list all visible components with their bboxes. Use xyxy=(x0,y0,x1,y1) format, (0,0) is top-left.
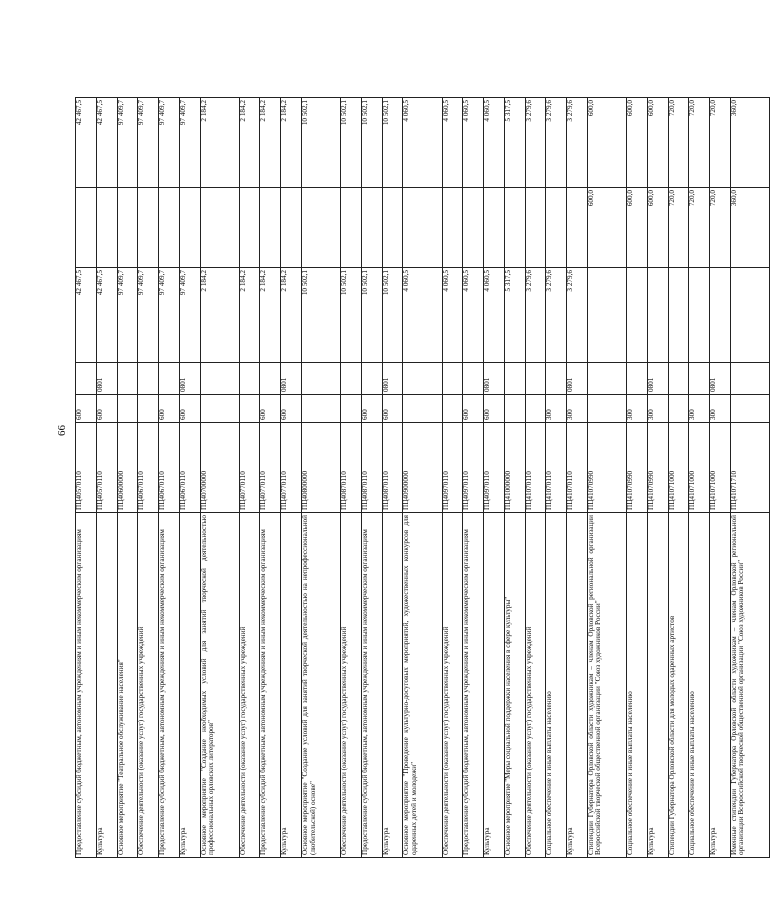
amount-1: 10 502,1 xyxy=(361,268,382,363)
section-code xyxy=(442,363,463,395)
expense-type: 600 xyxy=(260,395,281,423)
expense-type: 300 xyxy=(689,395,710,423)
section-code: 0801 xyxy=(382,363,403,395)
table-row xyxy=(647,98,668,858)
section-code: 0801 xyxy=(647,363,668,395)
amount-3: 720,0 xyxy=(710,98,731,188)
table-row xyxy=(710,98,731,858)
amount-1: 3 279,6 xyxy=(546,268,567,363)
amount-3: 600,0 xyxy=(647,98,668,188)
amount-1: 2 184,2 xyxy=(260,268,281,363)
amount-2: 600,0 xyxy=(587,188,626,268)
section-code xyxy=(504,363,525,395)
row-name: Обеспечение деятельности (оказание услуг) государственных учреждений xyxy=(138,513,159,858)
section-code xyxy=(668,363,689,395)
expense-type xyxy=(525,395,546,423)
target-code: ПЦ40570110 xyxy=(96,423,117,513)
target-code: ПЦ41070110 xyxy=(525,423,546,513)
section-code xyxy=(361,363,382,395)
table-row xyxy=(484,98,505,858)
amount-3: 10 502,1 xyxy=(302,98,341,188)
amount-1: 3 279,6 xyxy=(525,268,546,363)
amount-2 xyxy=(525,188,546,268)
amount-2 xyxy=(179,188,200,268)
amount-1: 42 467,5 xyxy=(76,268,97,363)
expense-type: 600 xyxy=(179,395,200,423)
section-code xyxy=(587,363,626,395)
expense-type: 300 xyxy=(647,395,668,423)
section-code xyxy=(239,363,260,395)
table-row xyxy=(403,98,442,858)
target-code: ПЦ41070990 xyxy=(587,423,626,513)
table-row xyxy=(546,98,567,858)
row-name: Основное мероприятие "Меры социальной поддержки населения в сфере культуры" xyxy=(504,513,525,858)
row-name: Предоставление субсидий бюджетным, автономным учреждениям и иным некоммерческим организациям xyxy=(159,513,180,858)
row-name: Обеспечение деятельности (оказание услуг) государственных учреждений xyxy=(341,513,362,858)
target-code: ПЦ40670110 xyxy=(159,423,180,513)
amount-2: 600,0 xyxy=(626,188,647,268)
expense-type xyxy=(504,395,525,423)
amount-1 xyxy=(587,268,626,363)
table-row xyxy=(179,98,200,858)
table-row xyxy=(76,98,97,858)
table-row xyxy=(587,98,626,858)
row-name: Основное мероприятие "Проведение культурно-досуговых мероприятий, художественных конкурсов для одаренных детей и молодежи" xyxy=(403,513,442,858)
table-row xyxy=(504,98,525,858)
table-row xyxy=(159,98,180,858)
expense-type: 600 xyxy=(159,395,180,423)
table-row xyxy=(117,98,138,858)
section-code xyxy=(260,363,281,395)
section-code xyxy=(626,363,647,395)
row-name: Социальное обеспечение и иные выплаты населению xyxy=(626,513,647,858)
amount-2: 720,0 xyxy=(689,188,710,268)
amount-2 xyxy=(302,188,341,268)
amount-1 xyxy=(689,268,710,363)
amount-2: 720,0 xyxy=(710,188,731,268)
amount-2 xyxy=(76,188,97,268)
amount-2 xyxy=(239,188,260,268)
table-row xyxy=(626,98,647,858)
target-code: ПЦ40770110 xyxy=(239,423,260,513)
expense-type xyxy=(587,395,626,423)
amount-3: 10 502,1 xyxy=(382,98,403,188)
table-row xyxy=(341,98,362,858)
expense-type xyxy=(200,395,239,423)
row-name: Стипендии Губернатора Орловской области для молодых одаренных артистов xyxy=(668,513,689,858)
amount-2 xyxy=(159,188,180,268)
table-row xyxy=(260,98,281,858)
amount-3: 42 467,5 xyxy=(76,98,97,188)
table-row xyxy=(442,98,463,858)
amount-2 xyxy=(442,188,463,268)
amount-1: 4 060,5 xyxy=(484,268,505,363)
row-name: Культура xyxy=(96,513,117,858)
amount-1: 42 467,5 xyxy=(96,268,117,363)
amount-2 xyxy=(504,188,525,268)
row-name: Предоставление субсидий бюджетным, автономным учреждениям и иным некоммерческим организациям xyxy=(76,513,97,858)
row-name: Культура xyxy=(647,513,668,858)
table-row xyxy=(138,98,159,858)
target-code: ПЦ40670110 xyxy=(179,423,200,513)
amount-1: 10 502,1 xyxy=(341,268,362,363)
amount-3: 3 279,6 xyxy=(567,98,588,188)
row-name: Культура xyxy=(382,513,403,858)
table-row xyxy=(525,98,546,858)
amount-1: 97 409,7 xyxy=(159,268,180,363)
target-code: ПЦ41070990 xyxy=(647,423,668,513)
amount-2 xyxy=(361,188,382,268)
amount-3: 600,0 xyxy=(626,98,647,188)
budget-table-rotated xyxy=(75,98,770,858)
target-code: ПЦ40970110 xyxy=(442,423,463,513)
amount-1 xyxy=(668,268,689,363)
row-name: Предоставление субсидий бюджетным, автономным учреждениям и иным некоммерческим организациям xyxy=(463,513,484,858)
row-name: Именные стипендии Губернатора Орловской области художникам – членам Орловской региональной организации Всероссийской творческой общественной организации "Союз художников России" xyxy=(730,513,769,858)
amount-1: 4 060,5 xyxy=(463,268,484,363)
amount-2: 600,0 xyxy=(647,188,668,268)
amount-3: 97 409,7 xyxy=(179,98,200,188)
amount-3: 4 060,5 xyxy=(442,98,463,188)
page-number: 66 xyxy=(56,425,68,436)
amount-1: 97 409,7 xyxy=(179,268,200,363)
section-code xyxy=(200,363,239,395)
section-code xyxy=(138,363,159,395)
row-name: Основное мероприятие "Создание условий для занятий творческой деятельностью на непрофессиональной (любительской) основе" xyxy=(302,513,341,858)
amount-3: 10 502,1 xyxy=(341,98,362,188)
amount-1: 97 409,7 xyxy=(117,268,138,363)
row-name: Обеспечение деятельности (оказание услуг) государственных учреждений xyxy=(239,513,260,858)
target-code: ПЦ41000000 xyxy=(504,423,525,513)
section-code: 0801 xyxy=(179,363,200,395)
table-row xyxy=(689,98,710,858)
table-row xyxy=(239,98,260,858)
table-row xyxy=(302,98,341,858)
expense-type: 600 xyxy=(96,395,117,423)
amount-2 xyxy=(484,188,505,268)
target-code: ПЦ40770110 xyxy=(260,423,281,513)
target-code: ПЦ40700000 xyxy=(200,423,239,513)
section-code xyxy=(302,363,341,395)
row-name: Культура xyxy=(567,513,588,858)
row-name: Культура xyxy=(179,513,200,858)
table-row xyxy=(668,98,689,858)
target-code: ПЦ41071000 xyxy=(689,423,710,513)
row-name: Предоставление субсидий бюджетным, автономным учреждениям и иным некоммерческим организациям xyxy=(361,513,382,858)
target-code: ПЦ40870110 xyxy=(361,423,382,513)
target-code: ПЦ40870110 xyxy=(341,423,362,513)
budget-table xyxy=(75,97,770,858)
expense-type xyxy=(730,395,769,423)
target-code: ПЦ40900000 xyxy=(403,423,442,513)
section-code xyxy=(76,363,97,395)
amount-1: 97 409,7 xyxy=(138,268,159,363)
row-name: Культура xyxy=(281,513,302,858)
amount-1 xyxy=(730,268,769,363)
expense-type: 300 xyxy=(567,395,588,423)
section-code xyxy=(689,363,710,395)
expense-type: 300 xyxy=(710,395,731,423)
amount-1: 3 279,6 xyxy=(567,268,588,363)
amount-3: 5 317,5 xyxy=(504,98,525,188)
amount-3: 3 279,6 xyxy=(546,98,567,188)
section-code xyxy=(403,363,442,395)
target-code: ПЦ41070990 xyxy=(626,423,647,513)
target-code: ПЦ40600000 xyxy=(117,423,138,513)
expense-type xyxy=(403,395,442,423)
section-code: 0801 xyxy=(96,363,117,395)
amount-3: 4 060,5 xyxy=(484,98,505,188)
target-code: ПЦ41071710 xyxy=(730,423,769,513)
amount-3: 720,0 xyxy=(668,98,689,188)
amount-3: 4 060,5 xyxy=(463,98,484,188)
expense-type: 600 xyxy=(76,395,97,423)
section-code: 0801 xyxy=(567,363,588,395)
amount-2 xyxy=(138,188,159,268)
section-code xyxy=(525,363,546,395)
section-code xyxy=(341,363,362,395)
expense-type xyxy=(239,395,260,423)
expense-type xyxy=(302,395,341,423)
target-code: ПЦ40800000 xyxy=(302,423,341,513)
row-name: Предоставление субсидий бюджетным, автономным учреждениям и иным некоммерческим организациям xyxy=(260,513,281,858)
amount-3: 2 184,2 xyxy=(260,98,281,188)
row-name: Основное мероприятие "Театральное обслуживание населения" xyxy=(117,513,138,858)
expense-type: 300 xyxy=(626,395,647,423)
table-row xyxy=(200,98,239,858)
amount-1: 2 184,2 xyxy=(200,268,239,363)
expense-type xyxy=(138,395,159,423)
row-name: Социальное обеспечение и иные выплаты населению xyxy=(689,513,710,858)
amount-3: 97 409,7 xyxy=(138,98,159,188)
amount-1: 2 184,2 xyxy=(281,268,302,363)
amount-2 xyxy=(200,188,239,268)
amount-2 xyxy=(463,188,484,268)
row-name: Культура xyxy=(484,513,505,858)
amount-1 xyxy=(626,268,647,363)
section-code: 0801 xyxy=(484,363,505,395)
table-row xyxy=(361,98,382,858)
table-row xyxy=(382,98,403,858)
row-name: Культура xyxy=(710,513,731,858)
table-row xyxy=(281,98,302,858)
target-code: ПЦ40970110 xyxy=(484,423,505,513)
amount-3: 720,0 xyxy=(689,98,710,188)
amount-3: 3 279,6 xyxy=(525,98,546,188)
amount-3: 97 409,7 xyxy=(159,98,180,188)
amount-3: 360,0 xyxy=(730,98,769,188)
amount-1: 5 317,5 xyxy=(504,268,525,363)
amount-2 xyxy=(546,188,567,268)
amount-1: 4 060,5 xyxy=(442,268,463,363)
row-name: Обеспечение деятельности (оказание услуг) государственных учреждений xyxy=(525,513,546,858)
amount-3: 2 184,2 xyxy=(239,98,260,188)
section-code xyxy=(117,363,138,395)
target-code: ПЦ41071000 xyxy=(710,423,731,513)
amount-2 xyxy=(341,188,362,268)
amount-3: 4 060,5 xyxy=(403,98,442,188)
expense-type: 600 xyxy=(281,395,302,423)
amount-2 xyxy=(96,188,117,268)
section-code xyxy=(546,363,567,395)
expense-type: 600 xyxy=(382,395,403,423)
target-code: ПЦ40870110 xyxy=(382,423,403,513)
amount-2 xyxy=(117,188,138,268)
table-row xyxy=(567,98,588,858)
amount-1 xyxy=(647,268,668,363)
amount-1: 2 184,2 xyxy=(239,268,260,363)
amount-1 xyxy=(710,268,731,363)
section-code xyxy=(159,363,180,395)
budget-table-body xyxy=(76,98,770,858)
expense-type xyxy=(668,395,689,423)
amount-2 xyxy=(260,188,281,268)
row-name: Основное мероприятие "Создание необходимых условий для занятий творческой деятельностью профессиональных орловских литераторов" xyxy=(200,513,239,858)
target-code: ПЦ40670110 xyxy=(138,423,159,513)
target-code: ПЦ41071000 xyxy=(668,423,689,513)
expense-type: 600 xyxy=(361,395,382,423)
table-row xyxy=(463,98,484,858)
amount-3: 2 184,2 xyxy=(200,98,239,188)
amount-2 xyxy=(281,188,302,268)
target-code: ПЦ40770110 xyxy=(281,423,302,513)
target-code: ПЦ41070110 xyxy=(567,423,588,513)
section-code xyxy=(463,363,484,395)
target-code: ПЦ41070110 xyxy=(546,423,567,513)
table-row xyxy=(96,98,117,858)
row-name: Обеспечение деятельности (оказание услуг) государственных учреждений xyxy=(442,513,463,858)
amount-2 xyxy=(567,188,588,268)
amount-2 xyxy=(403,188,442,268)
amount-2: 360,0 xyxy=(730,188,769,268)
amount-1: 10 502,1 xyxy=(302,268,341,363)
amount-2 xyxy=(382,188,403,268)
table-row xyxy=(730,98,769,858)
amount-3: 97 409,7 xyxy=(117,98,138,188)
expense-type: 600 xyxy=(484,395,505,423)
amount-2: 720,0 xyxy=(668,188,689,268)
amount-3: 600,0 xyxy=(587,98,626,188)
expense-type: 600 xyxy=(463,395,484,423)
expense-type: 300 xyxy=(546,395,567,423)
target-code: ПЦ40570110 xyxy=(76,423,97,513)
expense-type xyxy=(341,395,362,423)
section-code: 0801 xyxy=(281,363,302,395)
row-name: Социальное обеспечение и иные выплаты населению xyxy=(546,513,567,858)
row-name: Стипендии Губернатора Орловской области художникам – членам Орловской региональной организации Всероссийской творческой общественной организации "Союз художников России" xyxy=(587,513,626,858)
amount-1: 10 502,1 xyxy=(382,268,403,363)
section-code xyxy=(730,363,769,395)
amount-3: 10 502,1 xyxy=(361,98,382,188)
amount-3: 2 184,2 xyxy=(281,98,302,188)
target-code: ПЦ40970110 xyxy=(463,423,484,513)
expense-type xyxy=(442,395,463,423)
amount-3: 42 467,5 xyxy=(96,98,117,188)
amount-1: 4 060,5 xyxy=(403,268,442,363)
section-code: 0801 xyxy=(710,363,731,395)
expense-type xyxy=(117,395,138,423)
